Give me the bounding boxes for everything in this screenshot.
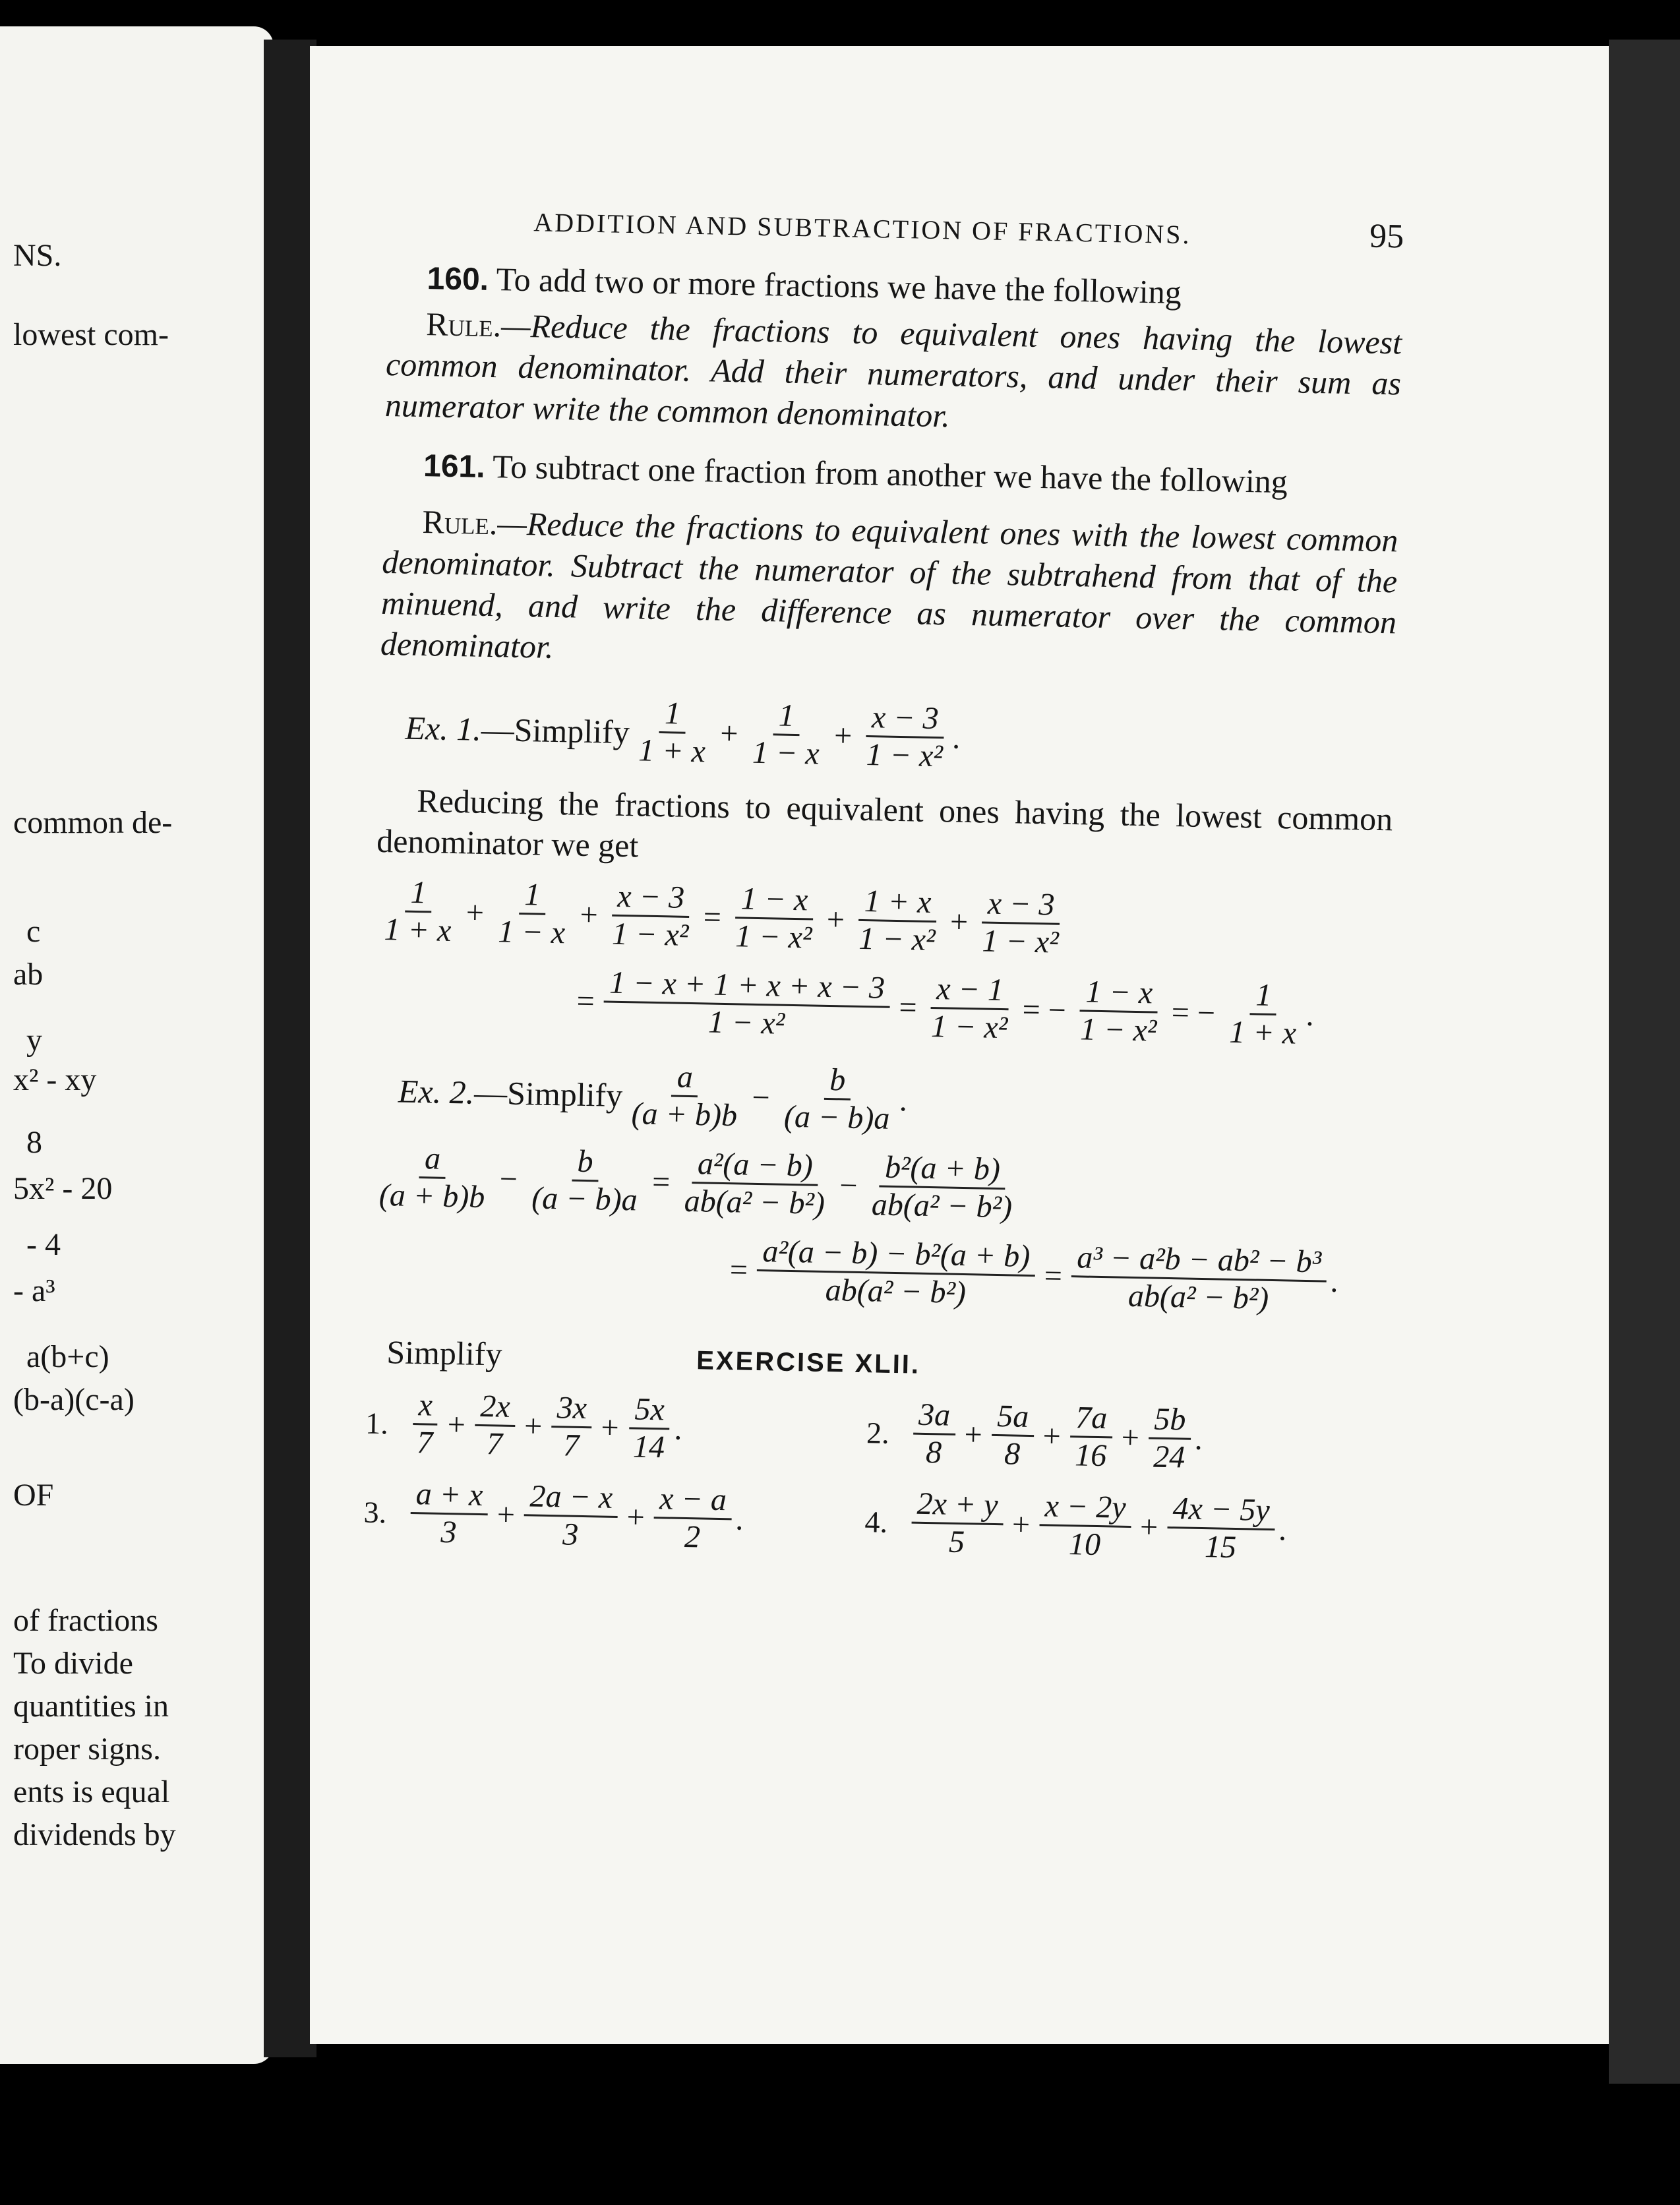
fraction: $\frac{x - 3}{\text{1 − x²}}$ xyxy=(982,886,1060,960)
section-161-rule xyxy=(380,500,1398,684)
example-2-equation-line-1: $\frac{a}{(a + b)b}$ − $\frac{b}{(a - b)a}$ = $\frac{\text{a²(a − b)}}{\text{ab(a² − b²)}}$ − $\frac{\text{b²(a + b)}}{\text{ab(a² − b²)}}$ xyxy=(369,1140,1386,1233)
rule-text: —Reduce the fractions to equivalent ones with the lowest common denominator. Subtract the numerator of the subtrahend from that of the minuend, and write the difference as numerator over the common denominator. xyxy=(380,504,1398,665)
fraction: $\frac{\text{a³ − a²b − ab² − b³}}{\text{ab(a² − b²)}}$ xyxy=(1071,1240,1327,1317)
example-prompt: —Simplify xyxy=(473,1073,623,1114)
section-160-rule xyxy=(384,303,1402,445)
fraction: $\frac{1}{1 - x}$ xyxy=(497,877,566,951)
left-page-text-fragment: y xyxy=(26,1023,42,1058)
example-label: Ex. 2. xyxy=(398,1072,475,1111)
left-page-text-fragment: lowest com- xyxy=(13,317,169,352)
fraction: $\frac{\text{a²(a − b) − b²(a + b)}}{\text{ab(a² − b²)}}$ xyxy=(756,1234,1036,1312)
left-page-text-fragment: of fractions xyxy=(13,1603,158,1638)
left-page-text-fragment: ab xyxy=(13,957,44,992)
book-gutter xyxy=(264,40,316,2057)
fraction: $\frac{x - 1}{\text{1 − x²}}$ xyxy=(930,971,1008,1046)
left-page-text-fragment: To divide xyxy=(13,1646,133,1681)
example-prompt: —Simplify xyxy=(481,710,630,750)
fraction: $\frac{1}{1 + x}$ xyxy=(1228,977,1297,1051)
left-page-text-fragment: a(b+c) xyxy=(26,1339,109,1374)
left-page-text-fragment: quantities in xyxy=(13,1689,169,1724)
fraction: $\frac{1 - x}{\text{1 − x²}}$ xyxy=(1079,974,1157,1048)
rule-label: Rule. xyxy=(422,503,498,542)
exercise-problem-3: 3. $\frac{a + x}{3}$ + $\frac{2a - x}{3}$ + $\frac{x - a}{2}$ . xyxy=(363,1476,744,1555)
exercise-header xyxy=(386,1333,1383,1390)
fraction: $\frac{1}{1 + x}$ xyxy=(638,696,706,770)
fraction: $\frac{a}{(a + b)b}$ xyxy=(378,1141,485,1215)
example-1-equation-line-2: = $\frac{1 - x + 1 + x + x - 3}{\text{1 − x²}}$ = $\frac{x - 1}{\text{1 − x²}}$ = − $\frac{1 - x}{\text{1 − x²}}$ = − $\frac{1}{1 + x}$ . xyxy=(576,965,1315,1051)
section-number: 161. xyxy=(423,448,486,485)
left-page-text-fragment: roper signs. xyxy=(13,1732,161,1767)
rule-text: —Reduce the fractions to equivalent ones having the lowest common denominator. Add their numerators, and under their sum as numerator write the common denominator. xyxy=(384,307,1402,435)
section-text: To subtract one fraction from another we have the following xyxy=(492,448,1288,500)
left-page-text-fragment: 5x² - 20 xyxy=(13,1171,113,1206)
example-2-equation-line-2: = $\frac{\text{a²(a − b) − b²(a + b)}}{\text{ab(a² − b²)}}$ = $\frac{\text{a³ − a²b − ab² − b³}}{\text{ab(a² − b²)}}$ . xyxy=(724,1233,1385,1319)
fraction: $\frac{1 + x}{\text{1 − x²}}$ xyxy=(858,884,936,958)
left-page-text-fragment: OF xyxy=(13,1478,54,1513)
left-page-text-fragment: 8 xyxy=(26,1125,42,1160)
rule-label: Rule. xyxy=(425,305,502,344)
left-page-text-fragment: dividends by xyxy=(13,1817,176,1852)
exercise-problem-2: 2. $\frac{3a}{8}$ + $\frac{5a}{8}$ + $\frac{7a}{16}$ + $\frac{5b}{24}$ . xyxy=(866,1397,1203,1475)
fraction: $\frac{\text{a²(a − b)}}{\text{ab(a² − b²)}}$ xyxy=(684,1146,825,1221)
left-page xyxy=(0,26,274,2064)
example-label: Ex. 1. xyxy=(405,709,482,748)
fraction: $\frac{b}{(a - b)a}$ xyxy=(783,1062,890,1136)
page-content xyxy=(363,198,1404,1568)
exercise-instruction: Simplify xyxy=(386,1333,502,1373)
exercise-title: EXERCISE XLII. xyxy=(696,1346,921,1379)
book-edge xyxy=(1609,40,1680,2084)
exercise-row-1 xyxy=(365,1387,1381,1480)
exercise-problem-1: 1. $\frac{x}{7}$ + $\frac{2x}{7}$ + $\frac{3x}{7}$ + $\frac{5x}{14}$ . xyxy=(365,1387,683,1465)
exercise-problem-4: 4. $\frac{2x + y}{5}$ + $\frac{x - 2y}{10}$ + $\frac{4x - 5y}{15}$ . xyxy=(864,1486,1287,1565)
section-text: To add two or more fractions we have the following xyxy=(496,260,1182,311)
left-page-text-fragment: ents is equal xyxy=(13,1774,170,1809)
left-page-text-fragment: c xyxy=(26,914,41,949)
left-page-text-fragment: - 4 xyxy=(26,1227,61,1262)
fraction: $\frac{x - 3}{\text{1 − x²}}$ xyxy=(866,700,944,774)
left-page-text-fragment: (b-a)(c-a) xyxy=(13,1382,135,1417)
fraction: $\frac{x - 3}{\text{1 − x²}}$ xyxy=(611,878,689,953)
example-1-equation-line-1: $\frac{1}{1 + x}$ + $\frac{1}{1 - x}$ + $\frac{x - 3}{\text{1 − x²}}$ = $\frac{1 - x}{\text{1 − x²}}$ + $\frac{1 + x}{\text{1 − x²}}$ + $\frac{x - 3}{\text{1 − x²}}$ xyxy=(375,874,1391,967)
header-title: ADDITION AND SUBTRACTION OF FRACTIONS. xyxy=(533,207,1191,250)
fraction: $\frac{\text{b²(a + b)}}{\text{ab(a² − b²)}}$ xyxy=(871,1149,1013,1225)
left-page-text-fragment: - a³ xyxy=(13,1273,55,1308)
fraction: $\frac{1}{1 - x}$ xyxy=(752,698,820,771)
fraction: $\frac{b}{(a - b)a}$ xyxy=(531,1143,638,1218)
left-page-text-fragment: x² - xy xyxy=(13,1062,97,1097)
left-page-text-fragment: NS. xyxy=(13,238,62,273)
fraction: $\frac{1 - x + 1 + x + x - 3}{\text{1 − x²}}$ xyxy=(603,965,891,1043)
left-page-text-fragment: common de- xyxy=(13,805,173,840)
example-2-statement: Ex. 2.—Simplify $\frac{a}{(a + b)b}$ − $\frac{b}{(a - b)a}$ . xyxy=(398,1059,908,1136)
fraction: $\frac{1 - x}{\text{1 − x²}}$ xyxy=(735,881,812,955)
page-number: 95 xyxy=(1369,217,1404,256)
example-1-statement: Ex. 1.—Simplify $\frac{1}{1 + x}$ + $\frac{1}{1 - x}$ + $\frac{x - 3}{\text{1 − x²}}$ . xyxy=(405,696,961,774)
example-1-explanation: Reducing the fractions to equivalent ones having the lowest common denominator we get xyxy=(376,781,1393,864)
fraction: $\frac{1}{1 + x}$ xyxy=(384,874,452,949)
section-number: 160. xyxy=(427,261,489,297)
fraction: $\frac{a}{(a + b)b}$ xyxy=(631,1059,738,1133)
